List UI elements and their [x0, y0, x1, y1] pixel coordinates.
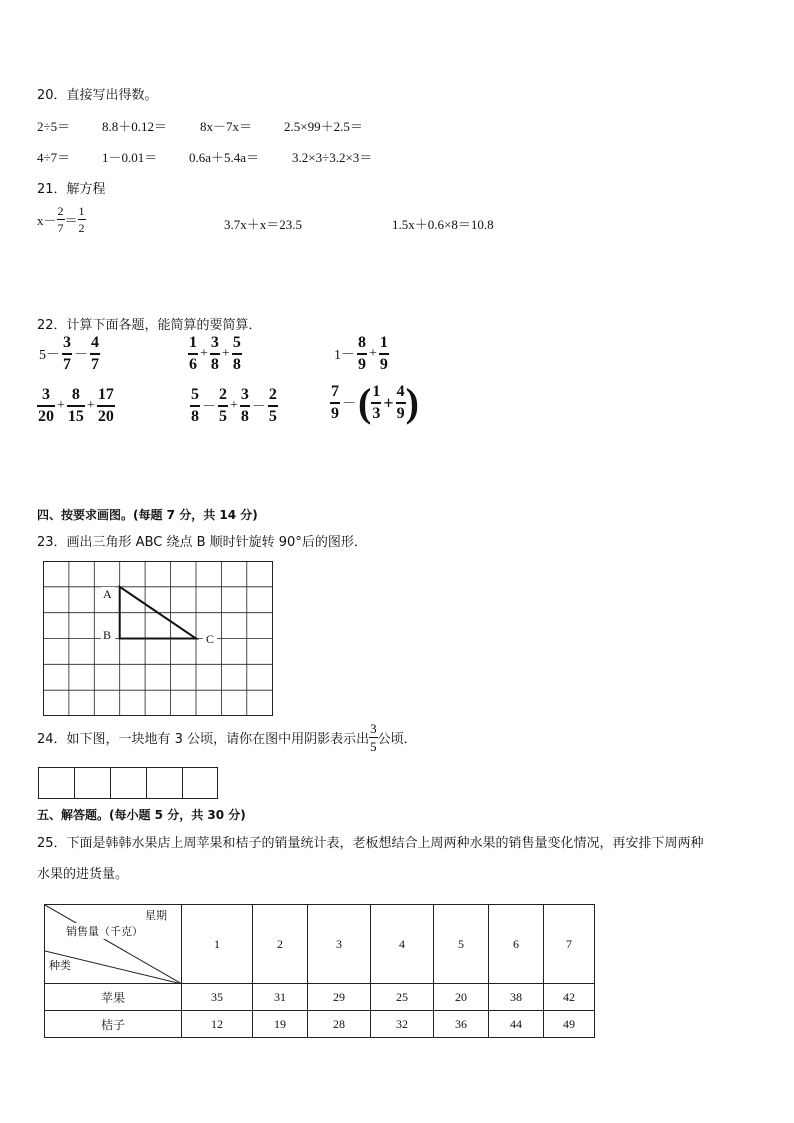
q22-expression-1 — [37, 335, 100, 373]
denominator: 7 — [62, 353, 72, 373]
value-cell: 35 — [182, 984, 253, 1011]
value-cell: 19 — [253, 1011, 308, 1038]
table-row-apple — [45, 984, 595, 1011]
denominator: 2 — [78, 221, 85, 235]
value-cell: 20 — [434, 984, 489, 1011]
numerator: 3 — [240, 386, 249, 403]
q21-equation-2: 3.7x＋x＝23.5 — [224, 217, 303, 232]
right-parenthesis: ) — [405, 380, 419, 425]
denominator: 8 — [232, 353, 242, 373]
operator: + — [86, 398, 95, 413]
numerator: 3 — [42, 386, 50, 403]
q21-equation-1 — [37, 205, 86, 234]
section-4-heading: 四、按要求画图。(每题 7 分，共 14 分) — [37, 508, 258, 522]
land-strip[interactable] — [38, 767, 219, 804]
sales-table — [44, 904, 595, 1038]
value-cell: 36 — [434, 1011, 489, 1038]
numerator: 2 — [57, 204, 64, 218]
numerator: 2 — [268, 386, 277, 403]
numerator: 3 — [370, 721, 377, 736]
q20-item: 8x－7x＝ — [200, 119, 253, 134]
operator: + — [230, 398, 238, 413]
grid-svg — [43, 561, 274, 717]
q21-equation-3: 1.5x＋0.6×8＝10.8 — [392, 217, 494, 232]
row-label: 苹果 — [45, 984, 182, 1011]
denominator: 9 — [330, 402, 340, 422]
value-cell: 25 — [371, 984, 434, 1011]
q24-question — [37, 722, 417, 753]
q20-item: 2.5×99＋2.5＝ — [284, 119, 363, 134]
day-cell: 7 — [544, 905, 595, 984]
header-sales: 销售量（千克） — [66, 925, 143, 938]
q20-item: 4÷7＝ — [37, 150, 71, 165]
numerator: 8 — [358, 334, 366, 351]
value-cell: 44 — [489, 1011, 544, 1038]
denominator: 5 — [370, 739, 377, 754]
q22-expression-3 — [332, 335, 389, 373]
eq-term: x－ — [37, 213, 57, 228]
numerator: 8 — [71, 386, 80, 403]
land-strip-svg — [38, 767, 219, 800]
operator: － — [342, 397, 356, 412]
q24-text: 24．如下图，一块地有 3 公顷，请你在图中用阴影表示出 — [37, 732, 370, 747]
q22-expression-2 — [188, 335, 242, 373]
operator: + — [369, 346, 377, 361]
operator: + — [221, 346, 230, 361]
day-cell: 4 — [371, 905, 434, 984]
table-header-row — [45, 905, 595, 984]
header-day: 星期 — [145, 909, 167, 922]
denominator: 5 — [218, 405, 228, 425]
operator: + — [383, 392, 394, 413]
denominator: 3 — [371, 402, 381, 422]
value-cell: 12 — [182, 1011, 253, 1038]
denominator: 9 — [396, 402, 406, 422]
numerator: 4 — [396, 383, 405, 400]
q20-item: 8.8＋0.12＝ — [102, 119, 168, 134]
denominator: 7 — [90, 353, 100, 373]
q22-title: 22．计算下面各题，能简算的要简算． — [37, 318, 262, 333]
denominator: 9 — [357, 353, 367, 373]
day-cell: 6 — [489, 905, 544, 984]
denominator: 5 — [268, 405, 278, 425]
operator: － — [202, 400, 216, 415]
numerator: 7 — [331, 383, 339, 400]
denominator: 20 — [37, 405, 55, 425]
numerator: 1 — [372, 383, 381, 400]
equals-sign: ＝ — [64, 213, 78, 228]
denominator: 8 — [210, 353, 220, 373]
day-cell: 2 — [253, 905, 308, 984]
value-cell: 31 — [253, 984, 308, 1011]
day-cell: 5 — [434, 905, 489, 984]
diagonal-header-cell — [45, 905, 182, 984]
q23-title: 23．画出三角形 ABC 绕点 B 顺时针旋转 90°后的图形． — [37, 535, 367, 550]
q21-title: 21．解方程 — [37, 182, 106, 197]
strip-border — [39, 768, 218, 799]
denominator: 6 — [188, 353, 198, 373]
left-parenthesis: ( — [358, 380, 372, 425]
value-cell: 38 — [489, 984, 544, 1011]
operator: － — [74, 348, 88, 363]
q22-expression-6 — [330, 380, 419, 425]
numerator: 3 — [210, 334, 219, 351]
table-row-orange — [45, 1011, 595, 1038]
numerator: 5 — [191, 386, 199, 403]
value-cell: 49 — [544, 1011, 595, 1038]
operator: － — [251, 400, 266, 415]
q20-item: 3.2×3÷3.2×3＝ — [292, 150, 373, 165]
point-c-label: C — [206, 632, 215, 646]
q25-line-2: 水果的进货量。 — [37, 867, 129, 882]
header-kind: 种类 — [49, 959, 71, 972]
numerator: 2 — [219, 386, 227, 403]
operand: 5－ — [39, 348, 60, 363]
q20-title: 20．直接写出得数。 — [37, 88, 158, 103]
section-5-heading: 五、解答题。(每小题 5 分，共 30 分) — [37, 808, 246, 822]
denominator: 15 — [67, 405, 85, 425]
denominator: 20 — [97, 405, 115, 425]
operand: 1－ — [334, 348, 355, 363]
q24-text: 公顷． — [377, 732, 417, 747]
denominator: 9 — [379, 353, 389, 373]
value-cell: 28 — [308, 1011, 371, 1038]
operator: + — [200, 346, 208, 361]
denominator: 8 — [240, 405, 250, 425]
point-a-label: A — [103, 587, 112, 601]
value-cell: 32 — [371, 1011, 434, 1038]
denominator: 7 — [57, 221, 64, 235]
value-cell: 42 — [544, 984, 595, 1011]
numerator: 17 — [97, 386, 114, 403]
q20-item: 1－0.01＝ — [102, 150, 158, 165]
operator: + — [57, 398, 65, 413]
numerator: 3 — [63, 334, 71, 351]
q22-expression-5 — [190, 387, 278, 425]
numerator: 1 — [78, 204, 85, 218]
denominator: 8 — [190, 405, 200, 425]
day-cell: 1 — [182, 905, 253, 984]
rotation-grid — [43, 561, 274, 721]
day-cell: 3 — [308, 905, 371, 984]
row-label: 桔子 — [45, 1011, 182, 1038]
numerator: 5 — [232, 334, 241, 351]
q25-line-1: 25．下面是韩韩水果店上周苹果和桔子的销量统计表，老板想结合上周两种水果的销售量变化情况，再安排下周两种 — [37, 836, 704, 851]
numerator: 4 — [91, 334, 99, 351]
q20-item: 0.6a＋5.4a＝ — [189, 150, 260, 165]
numerator: 1 — [379, 334, 388, 351]
value-cell: 29 — [308, 984, 371, 1011]
point-b-label: B — [103, 628, 112, 642]
q20-item: 2÷5＝ — [37, 119, 71, 134]
numerator: 1 — [189, 334, 197, 351]
q22-expression-4 — [37, 387, 115, 425]
